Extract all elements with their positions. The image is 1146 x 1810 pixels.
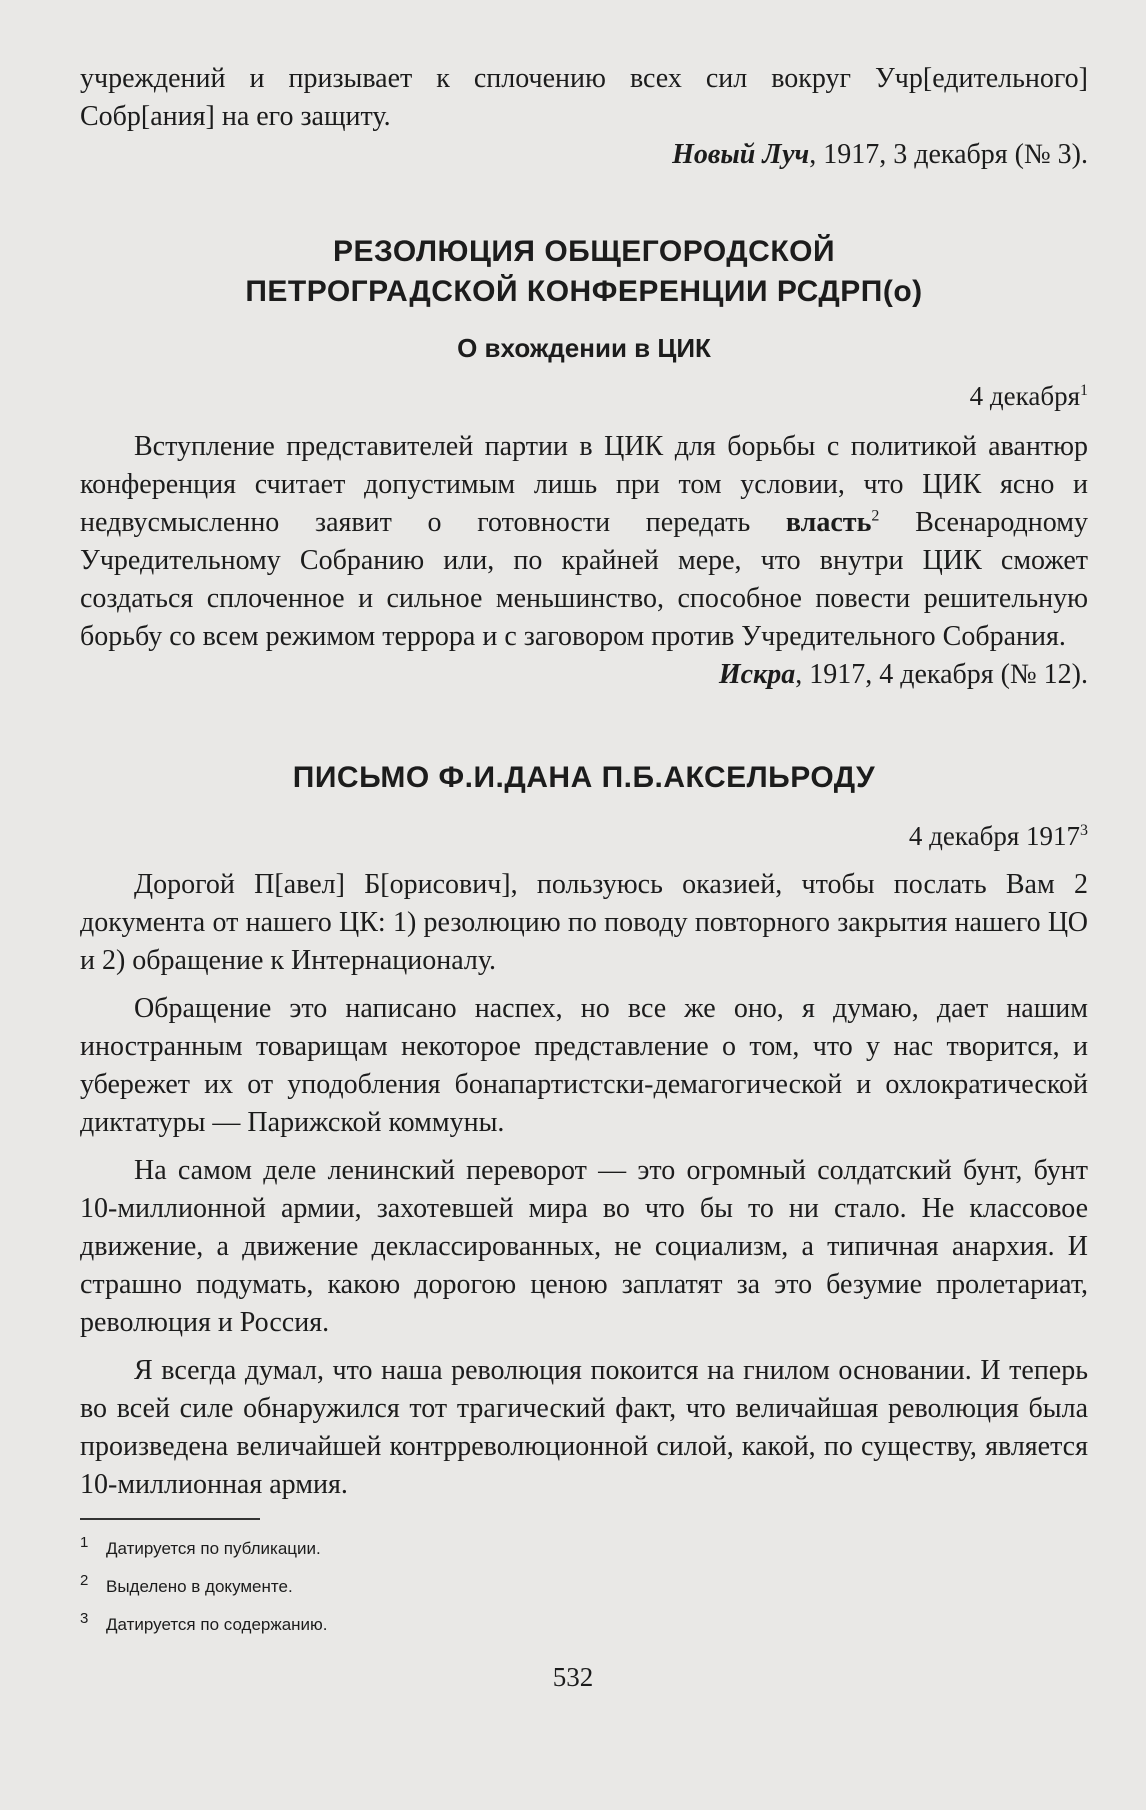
date-resolution [80, 378, 1088, 414]
footnote-number: 2 [80, 1572, 89, 1589]
date-letter [80, 818, 1088, 854]
footnote-ref-3: 3 [1080, 822, 1088, 839]
footnote-text: Датируется по содержанию. [106, 1615, 328, 1634]
paragraph-letter-3: На самом деле ленинский переворот — это огромный солдатский бунт, бунт 10-миллионной армии, захотевшей мира во что бы то ни стало. Не классовое движение, а движение деклассированных, не социализм, а типичная анархия. И страшно подумать, какою дорогою ценою заплатят за это безумие пролетариат, революция и Россия. [80, 1155, 1088, 1338]
subheading-resolution: О вхождении в ЦИК [457, 333, 711, 363]
date-resolution-text: 4 декабря [969, 381, 1080, 411]
footnote-ref-2: 2 [871, 507, 880, 525]
footnotes [80, 1530, 1088, 1644]
source-details-2: , 1917, 4 декабря (№ 12). [795, 659, 1088, 690]
footnote-text: Датируется по публикации. [106, 1539, 321, 1558]
source-attribution-2 [80, 656, 1088, 694]
paragraph-letter-1: Дорогой П[авел] Б[орисович], пользуюсь оказией, чтобы послать Вам 2 документа от нашего ЦК: 1) резолюцию по поводу повторного закрытия нашего ЦО и 2) обращение к Интернационалу. [80, 869, 1088, 976]
resolution-text-a: Вступление представителей партии в ЦИК для борьбы с политикой авантюр конференция считает допустимым лишь при том условии, что ЦИК ясно и недвусмысленно заявит о готовности передать [80, 431, 1088, 538]
resolution-text-b: Всенародному Учредительному Собранию или, по крайней мере, что внутри ЦИК сможет создаться сплоченное и сильное меньшинство, способное повести решительную борьбу со всем режимом террора и с заговором против Учредительного Собрания. [80, 507, 1088, 652]
footnote-divider [80, 1518, 260, 1520]
source-title-1: Новый Луч [672, 139, 810, 170]
paragraph-letter-4: Я всегда думал, что наша революция покоится на гнилом основании. И теперь во всей силе обнаружился тот трагический факт, что величайшая революция была произведена величайшей контрреволюционной силой, какой, по существу, является 10-миллионная армия. [80, 1355, 1088, 1500]
footnote-ref-1: 1 [1080, 382, 1088, 399]
footnote-text: Выделено в документе. [106, 1577, 293, 1596]
date-letter-text: 4 декабря 1917 [908, 821, 1080, 851]
resolution-bold-word: власть [785, 507, 872, 538]
footnote-number: 3 [80, 1610, 89, 1627]
paragraph-intro: учреждений и призывает к сплочению всех сил вокруг Учр[едительного] Собр[ания] на его защиту. [80, 63, 1088, 132]
page-number: 532 [552, 1662, 594, 1692]
source-attribution-1 [80, 136, 1088, 174]
footnote-number: 1 [80, 1534, 89, 1551]
heading-resolution-line2: ПЕТРОГРАДСКОЙ КОНФЕРЕНЦИИ РСДРП(о) [245, 275, 923, 308]
footnote-item [80, 1568, 1088, 1606]
heading-resolution-line1: РЕЗОЛЮЦИЯ ОБЩЕГОРОДСКОЙ [332, 235, 836, 268]
footnote-item [80, 1530, 1088, 1568]
source-details-1: , 1917, 3 декабря (№ 3). [809, 139, 1088, 170]
source-title-2: Искра [718, 659, 796, 690]
footnote-item [80, 1606, 1088, 1644]
paragraph-letter-2: Обращение это написано наспех, но все же оно, я думаю, дает нашим иностранным товарищам некоторое представление о том, что у нас творится, и убережет их от уподобления бонапартистски-демагогической и охлократической диктатуры — Парижской коммуны. [80, 993, 1088, 1138]
paragraph-resolution [80, 428, 1088, 656]
heading-letter: ПИСЬМО Ф.И.ДАНА П.Б.АКСЕЛЬРОДУ [292, 761, 876, 794]
